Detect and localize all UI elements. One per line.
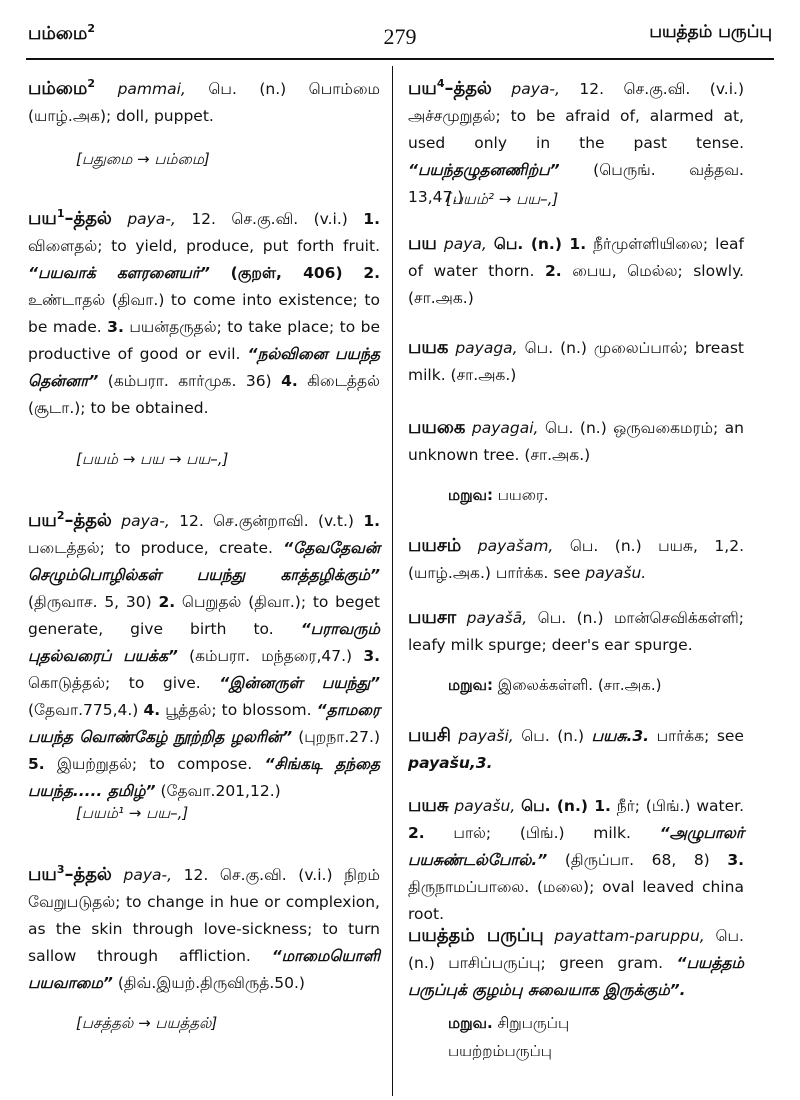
page-number: 279 [383, 24, 417, 49]
definition: பெ. (n.) பாசிப்பருப்பு; green gram. [408, 927, 744, 972]
synonym-value: இலைக்கள்ளி. (சா.அக.) [497, 676, 662, 694]
citation-quote: “பயத்தம் பருப்புக் குழம்பு சுவையாக இருக்கும்”. [408, 954, 744, 999]
entry-payagai [408, 414, 744, 469]
transliteration: paya-, [511, 80, 560, 98]
sense-text: இயற்றுதல்; to compose. [56, 755, 253, 773]
citation-source: (புறநா.27.) [298, 728, 380, 746]
transliteration: payaga, [455, 339, 518, 357]
citation-quote: “பராவரும் புதல்வரைப் பயக்க” [28, 620, 380, 665]
headword: பயக [408, 337, 449, 358]
citation-quote: “சிங்கடி தந்தை பயந்த..... தமிழ்” [28, 755, 380, 800]
citation-source: (தேவா.775,4.) [28, 701, 139, 719]
sense-number: 5. [28, 755, 45, 773]
entry-pammai [28, 70, 380, 130]
synonym-line [448, 482, 549, 508]
citation-quote: “அழுபாலர் பயசுண்டல்போல்.” [408, 824, 744, 869]
entry-payasu [408, 792, 744, 928]
citation-source: (திருப்பா. 68, 8) [564, 851, 710, 869]
citation-source: (தேவா.201,12.) [160, 782, 281, 800]
part-of-speech: 12. செ.கு.வி. (v.i.) [191, 210, 348, 228]
headword: பயசா [408, 607, 457, 628]
sense-text: பெறுதல் (திவா.); to beget generate, give birth to. [28, 593, 380, 638]
citation-quote: “தாமரை பயந்த வொண்கேழ் நூற்றித ழலரின்” [28, 701, 380, 746]
synonym-line [448, 1038, 552, 1064]
headword: பம்மை$^2$ [28, 77, 96, 99]
transliteration: payaši, [458, 727, 514, 745]
sense-number: 1. [363, 512, 381, 530]
synonym-value: சிறுபருப்பு [497, 1014, 570, 1032]
entry-payasi [408, 722, 744, 777]
transliteration: payattam-paruppu, [554, 927, 705, 945]
running-head-left: பம்மை$^2$ [28, 22, 96, 44]
transliteration: payašā, [466, 609, 528, 627]
sense-text: பைய, மெல்ல; slowly. (சா.அக.) [408, 262, 744, 307]
sense-text: உண்டாதல் (திவா.) to come into existence; to be made. [28, 291, 380, 336]
entry-payasa [408, 604, 744, 659]
sense-number: 1. [363, 210, 380, 228]
sense-number: 2. [158, 593, 176, 611]
sense-number: 3. [107, 318, 124, 336]
definition: பெ. (n.) பயசு, 1,2. (யாழ்.அக.) பார்க்க. see [408, 537, 745, 582]
headword: பயசி [408, 725, 451, 746]
sense-number: 2. [544, 262, 562, 280]
citation-source: (கம்பரா. மந்தரை,47.) [189, 647, 353, 665]
transliteration: paya, [443, 235, 487, 253]
cross-reference: payašu. [585, 564, 647, 582]
headword: பயசம் [408, 535, 462, 556]
entry-payaga [408, 334, 744, 389]
headword: பயசு [408, 795, 449, 816]
entry-paya-noun [408, 230, 744, 312]
entry-paya-2 [28, 502, 380, 805]
transliteration: paya-, [121, 512, 170, 530]
cross-reference: payašu,3. [408, 754, 493, 772]
synonym-label: மறுவ. [448, 1014, 493, 1032]
entry-payattam-paruppu [408, 922, 744, 1004]
sense-number: 2. [408, 824, 425, 842]
definition: பெ. (n.) பொம்மை (யாழ்.அக); doll, puppet. [28, 80, 380, 125]
sense-text: விளைதல்; to yield, produce, put forth fruit. [28, 237, 380, 255]
header-rule [26, 58, 774, 60]
sense-text: திருநாமப்பாலை. (மலை); oval leaved china root. [408, 878, 744, 923]
sense-text: படைத்தல்; to produce, create. [28, 539, 273, 557]
citation-quote: “இன்னருள் பயந்து” [219, 674, 381, 692]
sense-text: நீர்முள்ளியிலை; leaf of water thorn. [408, 235, 744, 280]
synonym-value: பயற்றம்பருப்பு [448, 1042, 552, 1060]
sense-text: கிடைத்தல் (சூடா.); to be obtained. [28, 372, 380, 417]
sense-number: பெ. (n.) 1. [493, 235, 587, 253]
citation-source: (திருவாச. 5, 30) [28, 593, 152, 611]
sense-text: பால்; (பிங்.) milk. [453, 824, 631, 842]
sense-number: 2. [363, 264, 380, 282]
entry-paya-3 [28, 856, 380, 997]
headword: பயகை [408, 417, 466, 438]
synonym-value: பயரை. [497, 486, 549, 504]
sense-text: கொடுத்தல்; to give. [28, 674, 201, 692]
cross-reference: பயசு.3. [591, 727, 650, 745]
sense-text: பூத்தல்; to blossom. [165, 701, 312, 719]
definition: பெ. (n.) ஒருவகைமரம்; an unknown tree. (சா.அக.) [408, 419, 744, 464]
headword: பய [408, 233, 437, 254]
definition: 12. செ.கு.வி. (v.i.) அச்சமுறுதல்; to be afraid of, alarmed at, used only in the past tense. [408, 80, 744, 152]
definition: பெ. (n.) [521, 727, 585, 745]
headword: பயத்தம் பருப்பு [408, 925, 544, 946]
sense-number: 3. [363, 647, 381, 665]
sense-number: 4. [281, 372, 298, 390]
etymology-note: [பயம்¹ → பய–,] [76, 804, 189, 822]
etymology-note: [பசத்தல் → பயத்தல்] [76, 1014, 218, 1032]
sense-number: 3. [727, 851, 744, 869]
headword: பய$^4$–த்தல் [408, 77, 492, 99]
part-of-speech: 12. செ.குன்றாவி. (v.t.) [179, 512, 354, 530]
headword: பய$^3$–த்தல் [28, 863, 112, 885]
citation-source: (பெருங். வத்தவ. 13,47.) [408, 161, 744, 206]
citation-quote: “பயவாக் களரனையர்” [28, 264, 210, 282]
transliteration: payašam, [477, 537, 554, 555]
synonym-line [448, 672, 661, 698]
citation-quote: “பயந்தழுதனணிற்ப” [408, 161, 560, 179]
etymology-note: [பதுமை → பம்மை] [76, 150, 210, 168]
definition: பெ. (n.) மான்செவிக்கள்ளி; leafy milk spurge; deer's ear spurge. [408, 609, 744, 654]
page-header [0, 0, 800, 56]
headword: பய$^1$–த்தல் [28, 207, 112, 229]
etymology-note: [பயம் → பய → பய–,] [76, 450, 229, 468]
sense-text: நீர்; (பிங்.) water. [616, 797, 745, 815]
headword: பய$^2$–த்தல் [28, 509, 112, 531]
transliteration: payašu, [454, 797, 516, 815]
synonym-label: மறுவ: [448, 486, 493, 504]
citation-source: (குறள், 406) [230, 264, 343, 282]
entry-paya-1 [28, 200, 380, 422]
citation-quote: “தேவதேவன் செழும்பொழில்கள் பயந்து காத்தழிக்கும்” [28, 539, 380, 584]
running-head-right: பயத்தம் பருப்பு [649, 22, 772, 42]
entry-payasam [408, 532, 744, 587]
transliteration: payagai, [471, 419, 539, 437]
synonym-label: மறுவ: [448, 676, 493, 694]
sense-number: 4. [143, 701, 161, 719]
transliteration: paya-, [127, 210, 176, 228]
definition: பார்க்க; see [656, 727, 744, 745]
synonym-line [448, 1010, 569, 1036]
citation-source: (கம்பரா. கார்முக. 36) [107, 372, 272, 390]
citation-quote: “மாமையொளி பயவாமை” [28, 947, 380, 992]
etymology-note: [பயம்² → பய–,] [446, 190, 559, 208]
column-divider [392, 66, 393, 1096]
transliteration: paya-, [123, 866, 173, 884]
definition: பெ. (n.) முலைப்பால்; breast milk. (சா.அக.) [408, 339, 744, 384]
citation-quote: “நல்வினை பயந்த தென்னா” [28, 345, 381, 390]
sense-text: பயன்தருதல்; to take place; to be productive of good or evil. [28, 318, 380, 363]
sense-number: பெ. (n.) 1. [521, 797, 611, 815]
definition: 12. செ.கு.வி. (v.i.) நிறம் வேறுபடுதல்; to change in hue or complexion, as the skin through love-sickness; to turn sallow through affliction. [28, 866, 380, 965]
transliteration: pammai, [117, 80, 186, 98]
citation-source: (திவ்.இயற்.திருவிருத்.50.) [117, 974, 305, 992]
